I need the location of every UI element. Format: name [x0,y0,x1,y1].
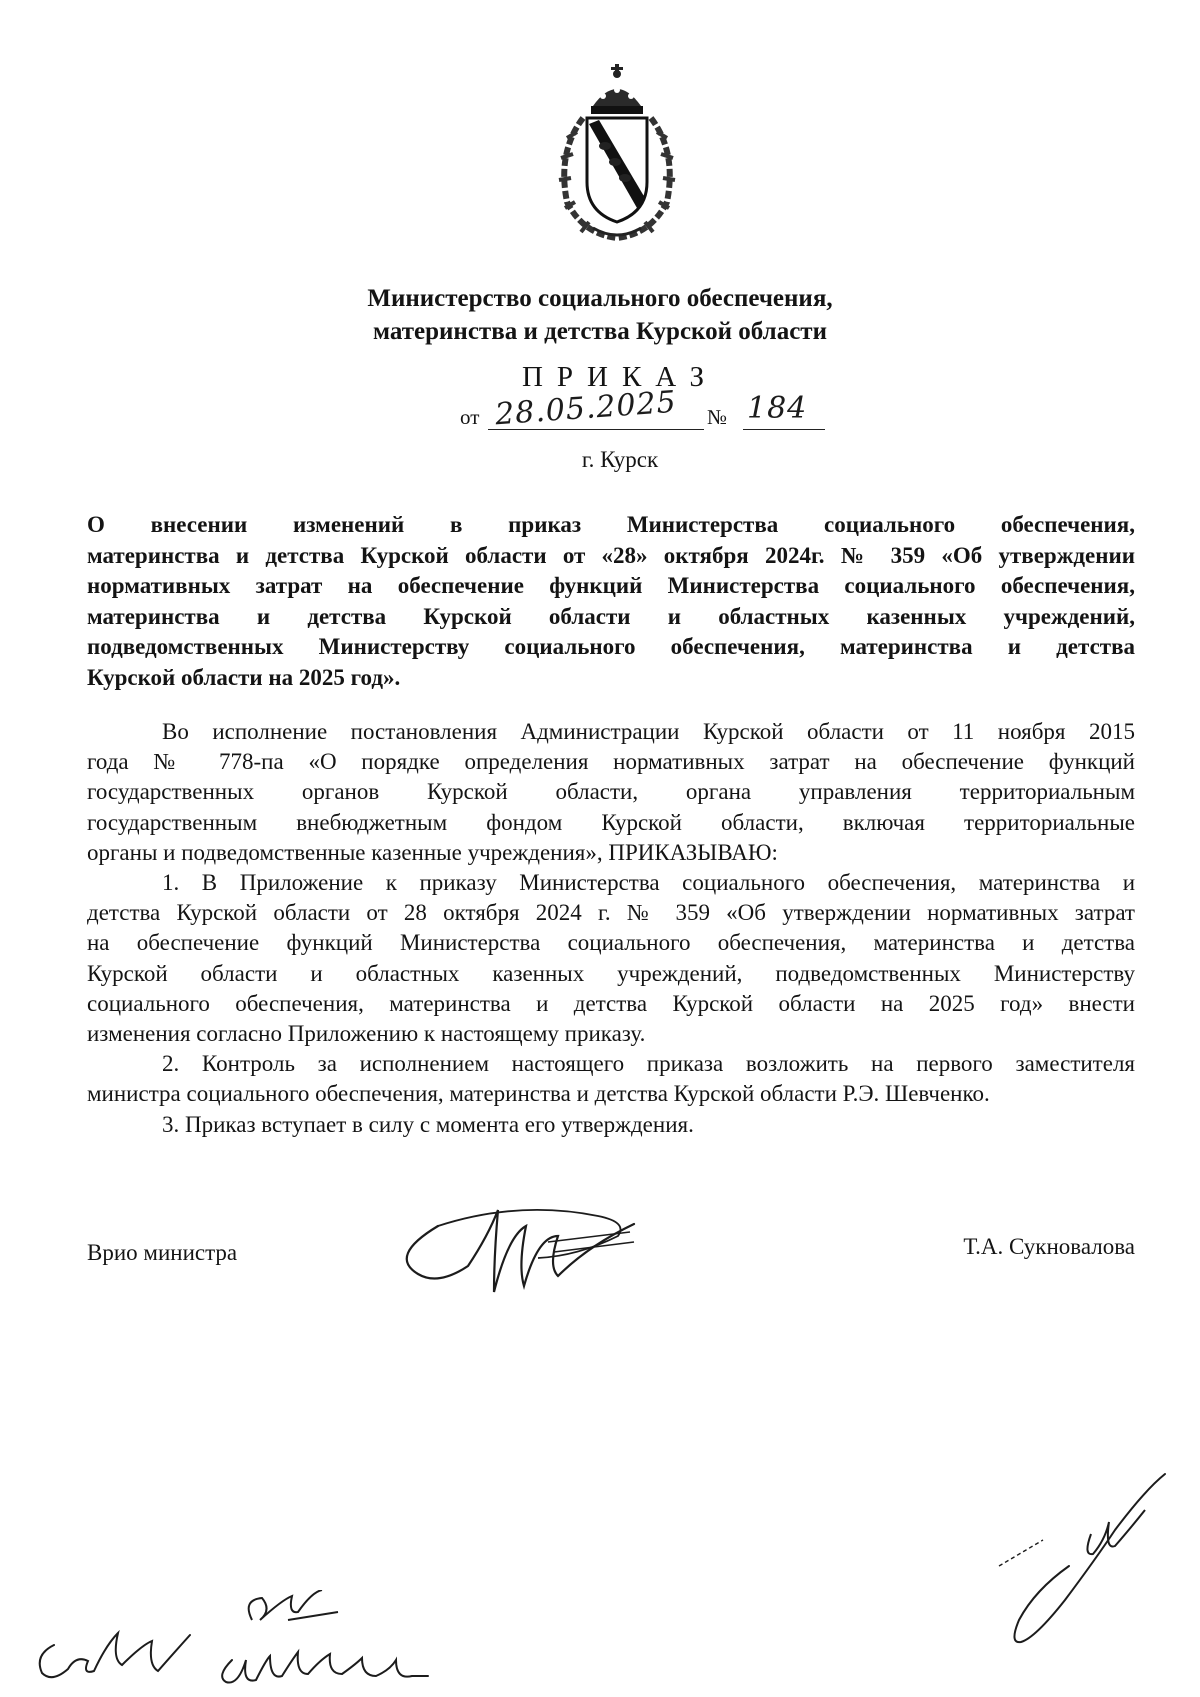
title-line: Курской области на 2025 год». [87,664,401,690]
body-line: государственным внебюджетным фондом Курской области, включая территориальные [87,809,1135,835]
body-line: государственных органов Курской области, органа управления территориальным [87,779,1135,805]
order-title [87,510,1135,693]
ministry-line-2: материнства и детства Курской области [373,318,827,345]
number-prefix: № [707,405,728,429]
body-line: Во исполнение постановления Администрации Курской области от 11 ноября 2015 [162,719,1135,744]
ministry-name [300,282,900,348]
executor-surname-scribble [212,1590,432,1690]
title-line: материнства и детства Курской области от «28» октября 2024г. № 359 «Об утверждении [87,542,1135,568]
document-type: ПРИКАЗ [521,361,719,393]
item-1-line: детства Курской области от 28 октября 2024 г. № 359 «Об утверждении нормативных затрат [87,900,1135,926]
signatory-role: Врио министра [87,1240,238,1265]
handwritten-number: 184 [747,391,808,426]
item-1-line: на обеспечение функций Министерства социального обеспечения, материнства и детства [87,930,1135,956]
item-2-line: 2. Контроль за исполнением настоящего приказа возложить на первого заместителя [162,1051,1135,1077]
title-line: материнства и детства Курской области и областных казенных учреждений, [87,603,1135,629]
approval-initials [995,1470,1170,1645]
title-line: подведомственных Министерству социального обеспечения, материнства и детства [87,634,1135,659]
coat-of-arms-icon [553,62,681,242]
executor-initials [32,1625,192,1685]
handwritten-date: 28.05.2025 [494,384,678,433]
item-1-line: социального обеспечения, материнства и детства Курской области на 2025 год» внести [87,990,1135,1016]
item-2-line: министра социального обеспечения, материнства и детства Курской области Р.Э. Шевченко. [87,1081,990,1107]
item-1-line: 1. В Приложение к приказу Министерства социального обеспечения, материнства и [162,870,1135,896]
item-3-line: 3. Приказ вступает в силу с момента его утверждения. [162,1111,694,1137]
number-underline [743,429,825,430]
body-line: года № 778-па «О порядке определения нормативных затрат на обеспечение функций [87,749,1135,775]
signature-scribble [398,1196,638,1304]
date-number-line [445,384,825,433]
title-line: нормативных затрат на обеспечение функций Министерства социального обеспечения, [87,573,1135,598]
signatory-name: Т.А. Сукновалова [963,1234,1135,1259]
item-1-line: Курской области и областных казенных учреждений, подведомственных Министерству [87,960,1135,986]
date-prefix: от [460,405,480,429]
ministry-line-1: Министерство социального обеспечения, [367,285,833,312]
city: г. Курск [581,447,659,472]
item-1-line: изменения согласно Приложению к настоящему приказу. [87,1021,646,1047]
order-body [87,717,1135,1140]
body-line: органы и подведомственные казенные учреждения», ПРИКАЗЫВАЮ: [87,839,778,865]
title-line: О внесении изменений в приказ Министерства социального обеспечения, [87,512,1135,537]
